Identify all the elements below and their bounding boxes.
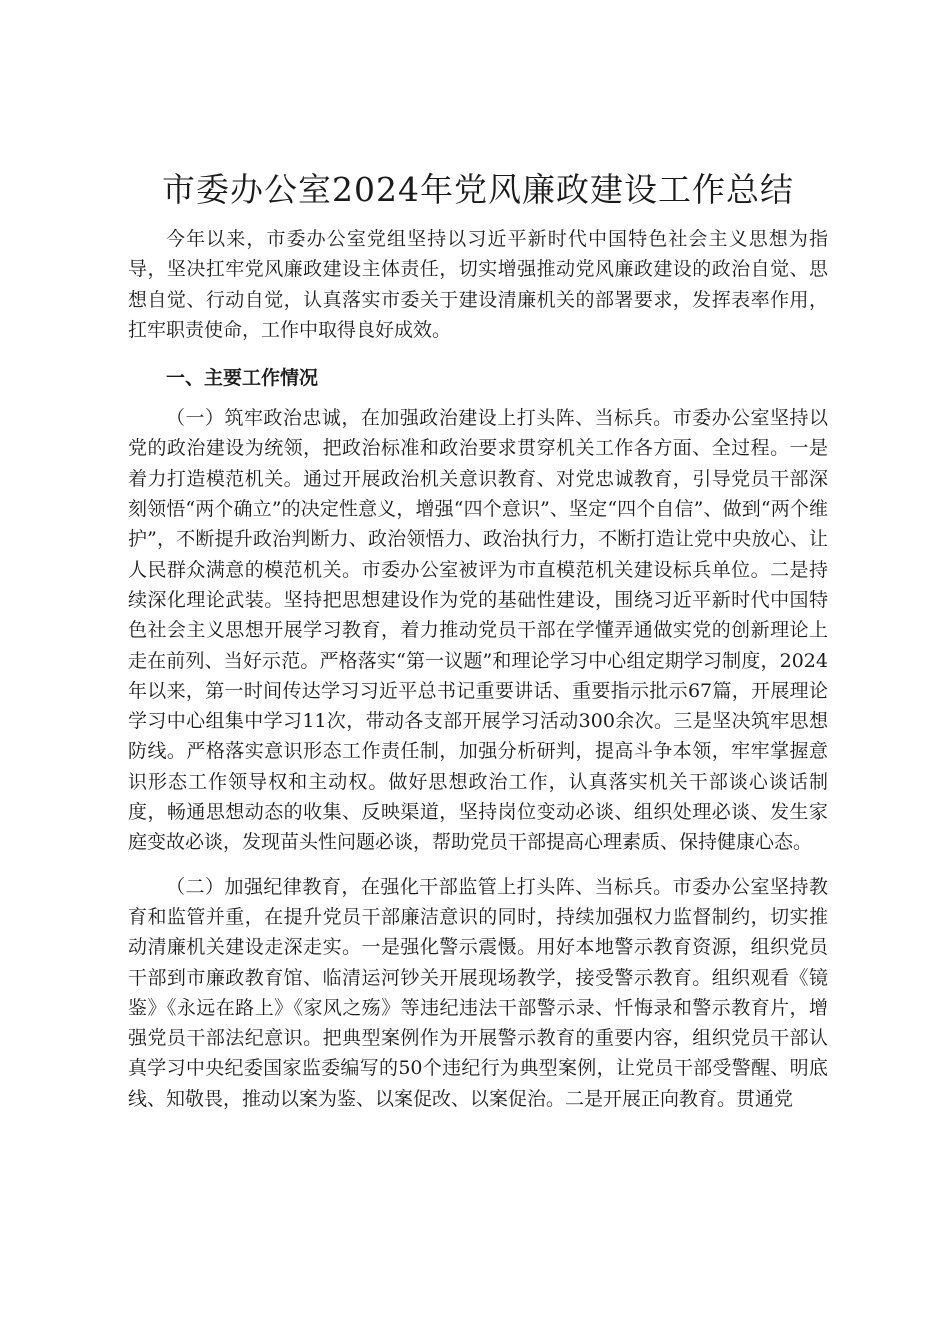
body-paragraph-discipline-education: （二）加强纪律教育，在强化干部监管上打头阵、当标兵。市委办公室坚持教育和监管并重，在提升党员干部廉洁意识的同时，持续加强权力监督制约，切实推动清廉机关建设走深走实。一是强化警示震慑。用好本地警示教育资源，组织党员干部到市廉政教育馆、临清运河钞关开展现场教学，接受警示教育。组织观看《镜鉴》《永远在路上》《家风之殇》等违纪违法干部警示录、忏悔录和警示教育片，增强党员干部法纪意识。把典型案例作为开展警示教育的重要内容，组织党员干部认真学习中央纪委国家监委编写的50个违纪行为典型案例，让党员干部受警醒、明底线、知敬畏，推动以案为鉴、以案促改、以案促治。二是开展正向教育。贯通党 — [128, 875, 828, 1110]
intro-paragraph: 今年以来，市委办公室党组坚持以习近平新时代中国特色社会主义思想为指导，坚决扛牢党风廉政建设主体责任，切实增强推动党风廉政建设的政治自觉、思想自觉、行动自觉，认真落实市委关于建设清廉机关的部署要求，发挥表率作用，扛牢职责使命，工作中取得良好成效。 — [128, 228, 828, 341]
section-heading: 一、主要工作情况 — [166, 367, 319, 390]
document-title: 市委办公室2024年党风廉政建设工作总结 — [162, 170, 794, 209]
document-body — [128, 166, 828, 1114]
body-paragraph-political-building: （一）筑牢政治忠诚，在加强政治建设上打头阵、当标兵。市委办公室坚持以党的政治建设为统领，把政治标准和政治要求贯穿机关工作各方面、全过程。一是着力打造模范机关。通过开展政治机关意识教育、对党忠诚教育，引导党员干部深刻领悟“两个确立”的决定性意义，增强“四个意识”、坚定“四个自信”、做到“两个维护”，不断提升政治判断力、政治领悟力、政治执行力，不断打造让党中央放心、让人民群众满意的模范机关。市委办公室被评为市直模范机关建设标兵单位。二是持续深化理论武装。坚持把思想建设作为党的基础性建设，围绕习近平新时代中国特色社会主义思想开展学习教育，着力推动党员干部在学懂弄通做实党的创新理论上走在前列、当好示范。严格落实“第一议题”和理论学习中心组定期学习制度，2024年以来，第一时间传达学习习近平总书记重要讲话、重要指示批示67篇，开展理论学习中心组集中学习11次，带动各支部开展学习活动300余次。三是坚决筑牢思想防线。严格落实意识形态工作责任制，加强分析研判，提高斗争本领，牢牢掌握意识形态工作领导权和主动权。做好思想政治工作，认真落实机关干部谈心谈话制度，畅通思想动态的收集、反映渠道，坚持岗位变动必谈、组织处理必谈、发生家庭变故必谈，发现苗头性问题必谈，帮助党员干部提高心理素质、保持健康心态。 — [128, 407, 828, 854]
